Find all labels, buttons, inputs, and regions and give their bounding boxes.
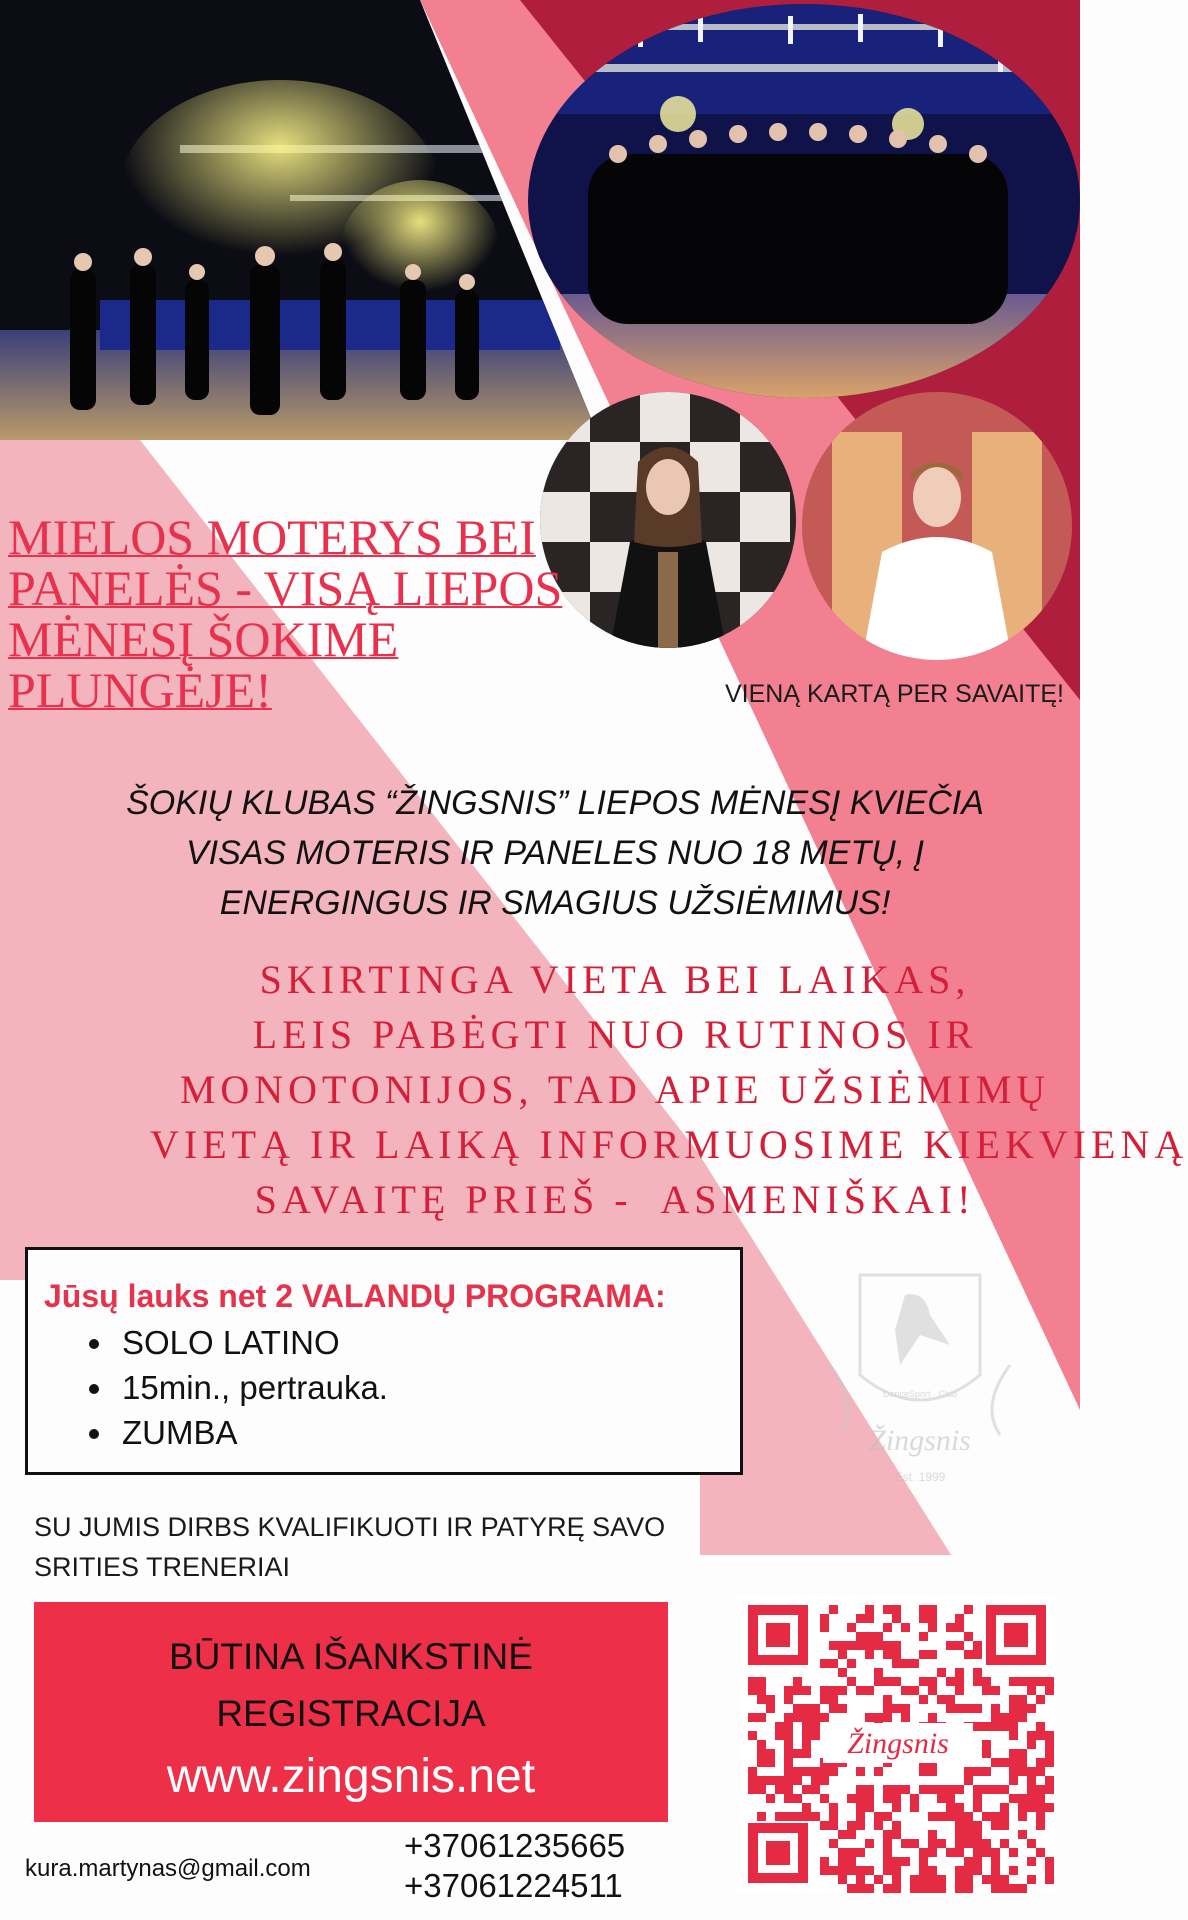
club-logo — [800, 1255, 1040, 1495]
trainers-note — [34, 1507, 694, 1587]
website-link[interactable]: www.zingsnis.net — [166, 1750, 536, 1803]
registration-label — [34, 1628, 668, 1742]
invitation-line-3: ENERGINGUS IR SMAGIUS UŽSIĖMIMUS! — [219, 884, 891, 922]
weekly-tagline: VIENĄ KARTĄ PER SAVAITĘ! — [725, 680, 1064, 708]
program-item: • ZUMBA — [116, 1410, 388, 1455]
schedule-note — [150, 952, 1188, 1227]
dancers-stage-photo — [0, 0, 600, 440]
schedule-note-line-2: LEIS PABĖGTI NUO RUTINOS IR — [252, 1012, 978, 1057]
qr-code[interactable] — [738, 1595, 1056, 1893]
headline — [8, 509, 568, 718]
registration-line-2: REGISTRACIJA — [216, 1693, 486, 1734]
phone-number[interactable]: +37061224511 — [404, 1867, 623, 1904]
contact-email[interactable]: kura.martynas@gmail.com — [25, 1855, 311, 1882]
club-logo-name: Žingsnis — [869, 1424, 971, 1457]
trainer-portrait-man — [802, 392, 1072, 660]
dancers-group-photo — [528, 4, 1080, 398]
schedule-note-line-5: SAVAITĘ PRIEŠ - ASMENIŠKAI! — [254, 1177, 976, 1222]
program-item: • SOLO LATINO — [116, 1320, 388, 1365]
qr-caption: Žingsnis — [847, 1727, 949, 1760]
schedule-note-line-4: VIETĄ IR LAIKĄ INFORMUOSIME KIEKVIENĄ — [150, 1122, 1188, 1167]
contact-phones — [404, 1826, 625, 1906]
headline-line-2: PANELĖS - VISĄ LIEPOS — [8, 560, 563, 616]
trainer-portrait-woman — [540, 392, 796, 648]
headline-line-3: MĖNESĮ ŠOKIME PLUNGĖJE! — [8, 611, 399, 718]
headline-line-1: MIELOS MOTERYS BEI — [8, 509, 536, 565]
schedule-note-line-3: MONOTONIJOS, TAD APIE UŽSIĖMIMŲ — [179, 1067, 1051, 1112]
schedule-note-line-1: SKIRTINGA VIETA BEI LAIKAS, — [259, 957, 971, 1002]
invitation-line-1: ŠOKIŲ KLUBAS “ŽINGSNIS” LIEPOS MĖNESĮ KVIEČIA — [126, 784, 984, 822]
program-list — [94, 1320, 388, 1455]
program-item: • 15min., pertrauka. — [116, 1365, 388, 1410]
trainers-line-2: SRITIES TRENERIAI — [34, 1552, 291, 1582]
program-box — [25, 1247, 743, 1475]
program-title: Jūsų lauks net 2 VALANDŲ PROGRAMA: — [44, 1278, 666, 1314]
registration-banner — [34, 1602, 668, 1822]
invitation-line-2: VISAS MOTERIS IR PANELES NUO 18 METŲ, Į — [185, 834, 925, 872]
registration-line-1: BŪTINA IŠANKSTINĖ — [169, 1636, 533, 1677]
invitation-text — [60, 778, 1050, 928]
trainers-line-1: SU JUMIS DIRBS KVALIFIKUOTI IR PATYRĘ SAVO — [34, 1512, 666, 1542]
club-logo-sub: DanceSport · Club — [882, 1389, 958, 1399]
club-logo-est: Est. 1999 — [894, 1470, 946, 1484]
phone-number[interactable]: +37061235665 — [404, 1827, 626, 1864]
